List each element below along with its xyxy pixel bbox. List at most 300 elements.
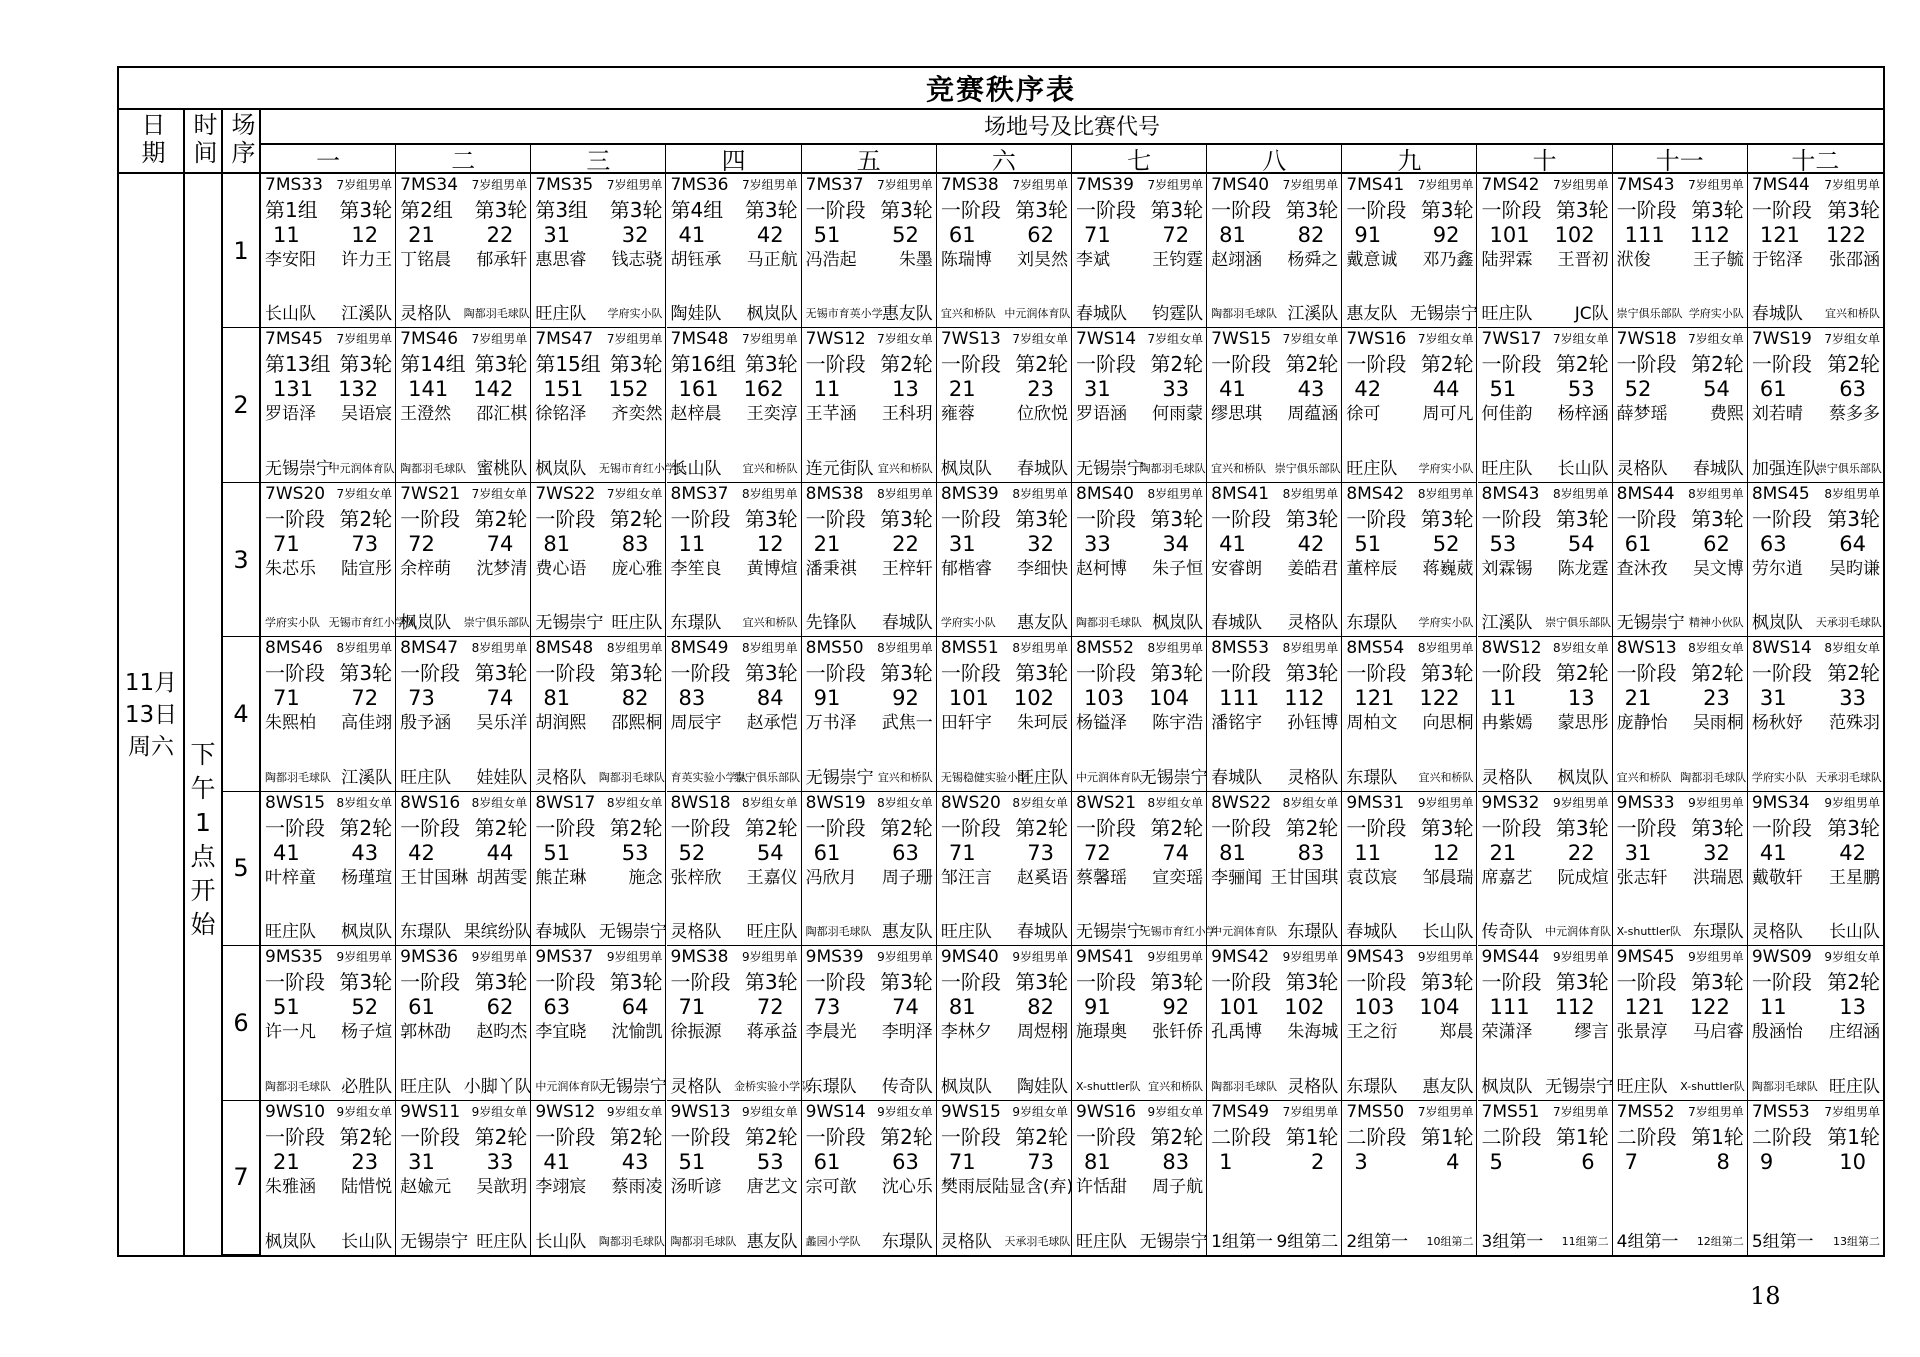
seed-number-1: 1 [1219,1149,1233,1174]
stage-label: 一阶段 [535,506,596,531]
group-label: 9岁组女单 [877,1104,933,1119]
team-2: 旺庄队 [476,1231,528,1252]
team-2: 枫岚队 [746,304,798,325]
stage-label: 一阶段 [1076,661,1136,686]
group-label: 7岁组男单 [1012,178,1068,192]
seed-number-1: 31 [1624,840,1652,865]
group-label: 9岁组男单 [1553,795,1609,810]
stage-label: 一阶段 [1211,661,1272,686]
seed-number-2: 10 [1839,1149,1866,1174]
match-cell [802,1101,937,1255]
round-label: 第2轮 [1691,661,1744,686]
group-label: 9岁组女单 [471,1104,528,1119]
round-label: 第3轮 [1555,506,1609,531]
team-2: 旺庄队 [611,613,663,634]
match-cell [1613,174,1748,328]
player-2: 陆惜悦 [341,1176,393,1197]
group-label: 7岁组女单 [1688,332,1744,347]
match-cell [1478,1101,1613,1255]
match-code: 7WS19 [1751,329,1812,350]
match-code: 8MS37 [670,483,729,504]
match-cell [1207,946,1342,1100]
team-2: 惠友队 [881,922,933,943]
player-1: 周辰宇 [670,713,722,734]
round-label: 第3轮 [1285,506,1339,531]
seed-number-2: 112 [1554,995,1595,1020]
seed-number-1: 41 [543,1149,571,1174]
player-1: 袁苡宸 [1346,867,1398,888]
seed-number-2: 53 [621,840,649,865]
team-2: 崇宁俱乐部队 [734,770,801,784]
seed-number-1: 73 [408,686,435,711]
player-1: 戴意诚 [1346,250,1398,270]
group-label: 7岁组男单 [1688,178,1744,192]
player-1: 劳尔逍 [1751,558,1803,579]
match-code: 7MS47 [535,329,594,350]
round-label: 第2轮 [1015,815,1068,840]
stage-label: 一阶段 [535,815,596,840]
stage-label: 二阶段 [1481,1124,1542,1149]
seed-number-1: 121 [1624,995,1665,1020]
match-cell [667,1101,802,1255]
header-time [185,108,223,174]
stage-label: 一阶段 [940,970,1001,995]
match-code: 9MS39 [805,947,864,968]
match-cell [1342,637,1477,791]
player-1: 万书泽 [805,713,857,734]
seed-number-2: 62 [1703,531,1730,556]
team-1: 灵格队 [535,767,587,788]
team-2: 惠友队 [1422,1076,1474,1097]
court-number: 八 [1207,145,1342,172]
round-label: 第2轮 [1691,352,1744,377]
round-label: 第3轮 [339,198,393,222]
team-1: 旺庄队 [265,922,316,943]
player-1: 冯欣月 [805,867,857,888]
player-1: 王之衍 [1346,1022,1398,1043]
seed-number-2: 13 [1567,686,1595,711]
match-code: 9WS16 [1076,1101,1137,1122]
seed-number-2: 92 [1432,223,1460,247]
team-1: 中元润体育队 [1211,925,1278,939]
player-1: 席嘉艺 [1481,867,1533,888]
stage-label: 一阶段 [1211,815,1272,840]
player-1: 冯浩起 [805,250,857,270]
header-date [119,108,185,174]
team-2: 宜兴和桥队 [742,461,798,475]
player-2: 齐奕然 [611,404,663,425]
player-1: 罗语涵 [1076,404,1127,425]
seed-number-1: 71 [273,686,300,711]
match-code: 9MS37 [535,947,594,968]
round-label: 第2轮 [1150,352,1204,377]
match-cell [531,946,666,1100]
round-label: 第2轮 [1285,815,1339,840]
round-label: 第2轮 [880,815,933,840]
match-code: 8WS20 [940,792,1001,813]
match-code: 7WS13 [940,329,1001,350]
stage-label: 一阶段 [265,661,325,686]
player-2: 阮成煊 [1557,867,1609,888]
seed-number-1: 21 [273,1149,300,1174]
player-1: 何佳韵 [1481,404,1533,425]
round-label: 第3轮 [1827,506,1880,531]
round-label: 第3轮 [1691,815,1744,840]
seed-number-1: 61 [1624,531,1652,556]
seed-number-2: 12 [351,223,379,247]
player-1: 胡钰承 [670,250,722,270]
seed-number-2: 92 [892,686,919,711]
group-label: 9岁组男单 [336,950,393,965]
team-1: 加强连队 [1751,458,1820,479]
match-cell [1072,483,1207,637]
time-char: 始 [190,909,216,939]
seed-number-1: 72 [1084,840,1111,865]
seed-number-1: 71 [948,840,976,865]
match-code: 8WS14 [1751,638,1812,659]
team-1: 枫岚队 [535,458,587,479]
seed-number-1: 121 [1354,686,1395,711]
seed-number-1: 81 [1219,223,1246,247]
player-2: 王星鹏 [1828,867,1880,888]
group-label: 8岁组男单 [1012,641,1068,656]
team-2: 旺庄队 [1016,767,1068,788]
team-1: 东璟队 [400,922,452,943]
seed-number-2: 53 [756,1149,784,1174]
seed-number-2: 63 [892,1149,919,1174]
team-2: 无锡崇宁 [1409,304,1478,325]
player-2: 赵奚语 [1016,867,1068,888]
match-code: 7WS21 [400,483,461,504]
seed-number-2: 23 [1703,686,1730,711]
stage-label: 二阶段 [1346,1124,1407,1149]
match-cell [1478,946,1613,1100]
group-label: 7岁组男单 [336,332,393,347]
seed-number-1: 11 [1354,840,1382,865]
match-cell [1072,328,1207,482]
round-label: 第3轮 [880,970,933,995]
stage-label: 一阶段 [1616,198,1677,222]
header-date-label: 日期 [137,112,165,168]
stage-label: 一阶段 [1211,352,1272,377]
group-label: 8岁组女单 [877,795,933,810]
team-1: 陶都羽毛球队 [1211,307,1278,321]
group-label: 9岁组男单 [1688,950,1744,965]
round-label: 第2轮 [474,815,528,840]
group-label: 7岁组女单 [1417,332,1474,347]
team-2: 东璟队 [1287,922,1339,943]
seed-number-1: 81 [543,531,571,556]
match-cell [1613,483,1748,637]
round-label: 第3轮 [1015,198,1068,222]
seed-number-2: 54 [756,840,784,865]
player-2: 李细快 [1016,558,1068,579]
seed-number-1: 11 [813,377,841,402]
player-1: 李晨光 [805,1022,857,1043]
match-code: 7MS46 [400,329,459,350]
match-code: 9WS10 [265,1101,326,1122]
seed-number-2: 43 [621,1149,649,1174]
stage-label: 一阶段 [805,198,866,222]
match-code: 9WS12 [535,1101,596,1122]
team-2: 东璟队 [1692,922,1744,943]
match-code: 7WS12 [805,329,866,350]
match-code: 8WS13 [1616,638,1677,659]
match-code: 8MS39 [940,483,999,504]
team-2: 陶娃队 [1016,1076,1068,1097]
seed-number-1: 101 [948,686,989,711]
group-label: 7岁组女单 [1282,332,1339,347]
stage-label: 一阶段 [1481,506,1542,531]
team-2: 旺庄队 [1828,1076,1880,1097]
team-2: 长山队 [1828,922,1880,943]
match-code: 7WS16 [1346,329,1407,350]
match-code: 8WS12 [1481,638,1542,659]
team-1: 东璟队 [805,1076,857,1097]
seed-number-1: 91 [813,686,841,711]
seed-number-2: 12 [756,531,784,556]
seed-number-1: 21 [1489,840,1517,865]
team-1: 春城队 [1346,922,1398,943]
stage-label: 一阶段 [805,661,866,686]
seed-number-1: 61 [408,995,435,1020]
seed-number-2: 92 [1162,995,1190,1020]
match-cell [1478,328,1613,482]
match-cell [1072,792,1217,946]
team-1: 1组第一 [1211,1231,1273,1252]
group-label: 7岁组女单 [1553,332,1609,347]
player-1: 李翊宸 [535,1176,587,1197]
stage-label: 一阶段 [1481,970,1542,995]
stage-label: 一阶段 [1481,198,1542,222]
team-2: 无锡市育红小学队 [598,461,687,475]
time-char: 午 [190,773,216,803]
group-label: 7岁组男单 [1417,1104,1474,1119]
team-2: 无锡崇宁 [1139,1231,1208,1252]
match-cell [1478,637,1613,791]
player-2: 向思桐 [1422,713,1474,734]
team-1: 灵格队 [1481,767,1533,788]
team-1: 陶都羽毛球队 [1211,1079,1278,1093]
court-number: 七 [1072,145,1207,172]
stage-label: 一阶段 [265,1124,325,1149]
seed-number-1: 31 [948,531,976,556]
stage-label: 一阶段 [1616,661,1677,686]
group-label: 8岁组男单 [1688,486,1744,501]
round-label: 第1轮 [1555,1124,1609,1149]
player-2: 王嘉仪 [746,867,798,888]
round-label: 第2轮 [1827,352,1880,377]
team-1: 宜兴和桥队 [1616,770,1672,784]
team-2: 9组第二 [1276,1231,1339,1252]
group-label: 8岁组男单 [1282,641,1339,656]
player-1: 胡润熙 [535,713,587,734]
team-2: 10组第二 [1426,1234,1474,1248]
seed-number-1: 41 [1219,377,1246,402]
seed-number-2: 54 [1567,531,1595,556]
seed-number-1: 101 [1219,995,1260,1020]
player-1: 徐可 [1346,404,1381,425]
team-1: X-shuttler队 [1076,1079,1141,1093]
stage-label: 一阶段 [1211,506,1272,531]
round-label: 第3轮 [1150,198,1204,222]
seed-number-2: 8 [1716,1149,1730,1174]
match-code: 7MS37 [805,175,864,195]
player-1: 杨秋妤 [1751,713,1803,734]
team-1: 灵格队 [940,1231,992,1252]
match-cell [1613,792,1748,946]
player-2: 庞心雅 [611,558,663,579]
seed-number-2: 102 [1554,223,1595,247]
stage-label: 一阶段 [805,1124,866,1149]
team-1: 陶都羽毛球队 [1751,1079,1818,1093]
match-cell [531,174,666,328]
stage-label: 一阶段 [400,970,461,995]
player-1: 赵梓晨 [670,404,722,425]
team-1: 3组第一 [1481,1231,1544,1252]
group-label: 7岁组女单 [1147,332,1204,347]
match-code: 7MS51 [1481,1101,1540,1122]
round-label: 第3轮 [1285,970,1339,995]
team-1: 2组第一 [1346,1231,1409,1252]
match-cell [1342,946,1477,1100]
round-label: 第3轮 [609,661,663,686]
seed-number-1: 51 [1489,377,1517,402]
team-1: 旺庄队 [400,767,452,788]
seed-number-1: 3 [1354,1149,1368,1174]
player-2: 郑晨 [1439,1022,1474,1043]
seed-number-2: 4 [1446,1149,1460,1174]
group-label: 7岁组女单 [336,486,393,501]
round-label: 第3轮 [1827,815,1880,840]
team-2: 无锡市育红小学 [1139,925,1217,939]
player-2: 陈宇浩 [1152,713,1204,734]
match-code: 9WS14 [805,1101,866,1122]
player-2: 姜皓君 [1287,558,1339,579]
match-code: 9MS38 [670,947,729,968]
match-code: 9MS41 [1076,947,1134,968]
player-2: 杨梓涵 [1557,404,1609,425]
group-label: 9岁组男单 [1824,795,1880,810]
group-label: 7岁组男单 [336,178,393,192]
group-label: 8岁组男单 [877,486,933,501]
team-1: 4组第一 [1616,1231,1679,1252]
stage-label: 一阶段 [1616,506,1677,531]
stage-label: 一阶段 [1076,352,1136,377]
round-label: 第3轮 [609,970,663,995]
player-2: 王子毓 [1692,250,1744,270]
seed-number-2: 73 [1027,840,1054,865]
player-2: 沈心乐 [881,1176,933,1197]
match-code: 8WS17 [535,792,596,813]
seed-number-2: 63 [892,840,919,865]
group-label: 7岁组女单 [606,486,663,501]
match-cell [1748,792,1883,946]
team-2: 惠友队 [1016,613,1068,634]
stage-label: 二阶段 [1211,1124,1272,1149]
seed-number-1: 63 [543,995,571,1020]
team-2: 东璟队 [881,1231,933,1252]
stage-label: 一阶段 [1616,352,1677,377]
round-label: 第2轮 [744,815,798,840]
player-2: 范殊羽 [1828,713,1880,734]
match-code: 7MS42 [1481,175,1540,195]
stage-label: 一阶段 [1616,970,1677,995]
player-1: 许恬甜 [1076,1176,1127,1197]
round-label: 第3轮 [1285,661,1339,686]
seed-number-2: 42 [1297,531,1325,556]
team-1: 春城队 [1211,767,1263,788]
round-label: 第2轮 [339,506,393,531]
player-1: 施璟奥 [1076,1022,1127,1043]
team-1: 连元街队 [805,458,874,479]
player-2: 王梓轩 [881,558,933,579]
group-label: 7岁组男单 [742,332,798,347]
team-2: 无锡崇宁 [598,922,667,943]
team-1: 育英实验小学队 [670,770,748,784]
match-cell [667,946,812,1100]
seed-number-2: 82 [1027,995,1054,1020]
match-cell [531,483,666,637]
match-cell [531,792,666,946]
team-1: 无锡崇宁 [265,458,333,479]
player-1: 杨镒泽 [1076,713,1127,734]
player-1: 缪思琪 [1211,404,1263,425]
match-code: 7MS41 [1346,175,1405,195]
player-2: 杨舜之 [1287,250,1339,270]
seq-cell: 5 [223,792,261,946]
player-2: 邓乃鑫 [1422,250,1474,270]
round-label: 第2轮 [1555,661,1609,686]
player-2: 庄绍涵 [1828,1022,1880,1043]
header-venue: 场地号及比赛代号 [261,108,1883,145]
match-cell [396,483,531,637]
stage-label: 一阶段 [670,815,731,840]
group-label: 7岁组男单 [471,178,528,192]
round-label: 第2轮 [1420,352,1474,377]
player-1: 许一凡 [265,1022,316,1043]
match-code: 8MS50 [805,638,864,659]
player-1: 刘霖锡 [1481,558,1533,579]
player-2: 张钎侨 [1152,1022,1204,1043]
player-1: 王澄然 [400,404,452,425]
team-1: 无锡崇宁 [1076,458,1144,479]
player-2: 胡茜雯 [476,867,528,888]
round-label: 第3轮 [1827,198,1880,222]
stage-label: 一阶段 [1076,198,1136,222]
team-2: 天承羽毛球队 [1004,1234,1071,1248]
team-2: 陶都羽毛球队 [463,307,530,321]
stage-label: 一阶段 [400,1124,461,1149]
round-label: 第2轮 [1150,815,1204,840]
group-label: 7岁组男单 [1824,1104,1880,1119]
round-label: 第3轮 [1555,970,1609,995]
match-cell [1478,483,1613,637]
team-2: 枫岚队 [341,922,393,943]
seed-number-1: 31 [543,223,571,247]
player-1: 陈瑞博 [940,250,992,270]
seed-number-2: 162 [743,377,784,402]
seed-number-1: 131 [273,377,314,402]
seed-number-1: 103 [1354,995,1395,1020]
player-1: 殷涵怡 [1751,1022,1803,1043]
player-1: 余梓萌 [400,558,452,579]
team-2: 春城队 [881,613,933,634]
team-2: 中元润体育队 [1545,925,1612,939]
stage-label: 一阶段 [535,661,596,686]
player-2: 周可凡 [1422,404,1474,425]
match-cell [1478,174,1613,328]
